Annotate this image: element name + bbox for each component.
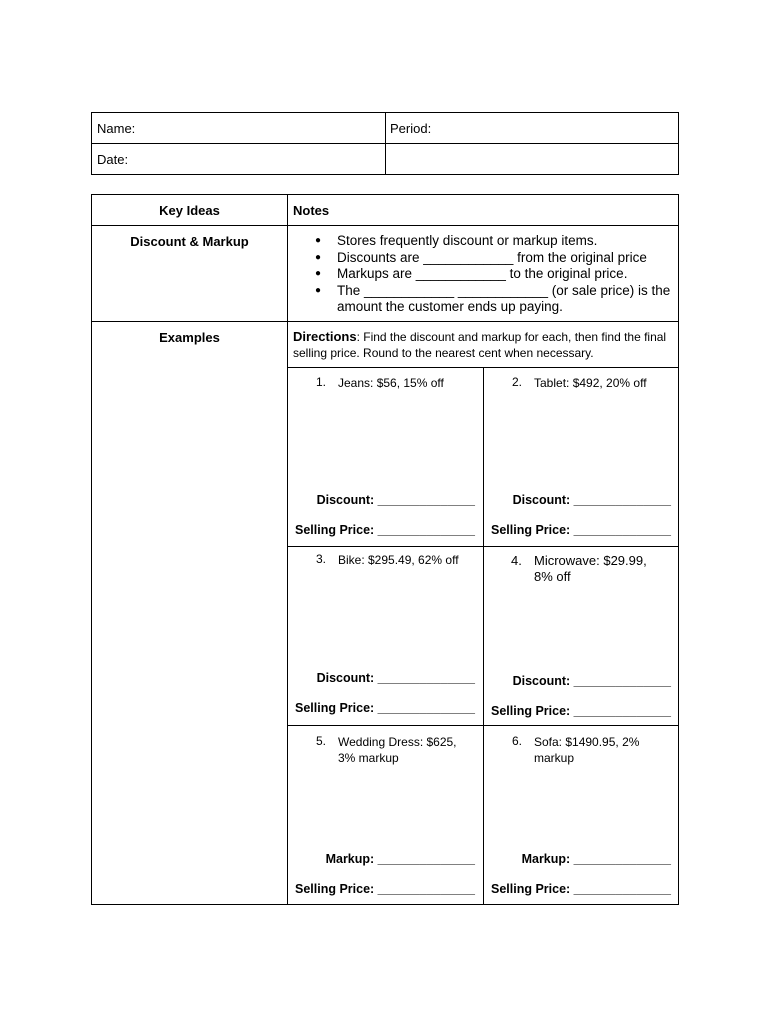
problem-number: 5. [316, 734, 327, 748]
directions [293, 329, 673, 361]
notes-table [91, 194, 679, 905]
notes-list [304, 233, 674, 316]
selling-price-answer-line: Selling Price: ______________ [295, 882, 475, 896]
notes-header: Notes [293, 203, 330, 218]
examples-key-idea: Examples [159, 330, 220, 345]
discount-answer-line: Discount: ______________ [316, 493, 475, 507]
discount-answer-line: Discount: ______________ [512, 674, 671, 688]
date-label: Date: [97, 152, 129, 167]
selling-price-answer-line: Selling Price: ______________ [295, 523, 475, 537]
problem-text: Microwave: $29.99, 8% off [534, 553, 647, 584]
selling-price-answer-line: Selling Price: ______________ [491, 523, 671, 537]
discount-markup-key-idea: Discount & Markup [130, 234, 249, 249]
selling-price-answer-line: Selling Price: ______________ [491, 882, 671, 896]
problem-number: 3. [316, 552, 327, 566]
directions-label: Directions [293, 329, 357, 344]
period-label: Period: [390, 121, 432, 136]
key-ideas-header: Key Ideas [159, 203, 220, 218]
problem-text: Sofa: $1490.95, 2% markup [534, 735, 640, 765]
discount-answer-line: Discount: ______________ [512, 493, 671, 507]
selling-price-answer-line: Selling Price: ______________ [295, 701, 475, 715]
name-label: Name: [97, 121, 136, 136]
student-info-table [91, 112, 679, 175]
column-divider [287, 194, 288, 905]
grid-line [287, 546, 679, 547]
note-item: ● Discounts are ____________ from the original price [304, 250, 674, 267]
directions-text: : Find the discount and markup for each, then find the final selling price. Round to the nearest cent when necessary. [293, 330, 667, 360]
note-item: ● Stores frequently discount or markup items. [304, 233, 674, 250]
problem-number: 6. [512, 734, 523, 748]
problem-text: Jeans: $56, 15% off [338, 376, 444, 390]
grid-line [483, 367, 484, 905]
selling-price-answer-line: Selling Price: ______________ [491, 704, 671, 718]
note-item: ● The ____________ ____________ (or sale price) is the amount the customer ends up paying. [304, 283, 674, 316]
grid-line [287, 725, 679, 726]
problem-text: Tablet: $492, 20% off [534, 376, 647, 390]
row-divider [91, 321, 679, 322]
discount-answer-line: Discount: ______________ [316, 671, 475, 685]
note-item: ● Markups are ____________ to the original price. [304, 266, 674, 283]
problem-text: Bike: $295.49, 62% off [338, 553, 459, 567]
problem-number: 1. [316, 375, 327, 389]
row-divider [91, 143, 679, 144]
problem-text: Wedding Dress: $625, 3% markup [338, 735, 457, 765]
row-divider [91, 225, 679, 226]
problem-number: 2. [512, 375, 523, 389]
markup-answer-line: Markup: ______________ [521, 852, 671, 866]
markup-answer-line: Markup: ______________ [325, 852, 475, 866]
problem-number: 4. [511, 553, 522, 568]
